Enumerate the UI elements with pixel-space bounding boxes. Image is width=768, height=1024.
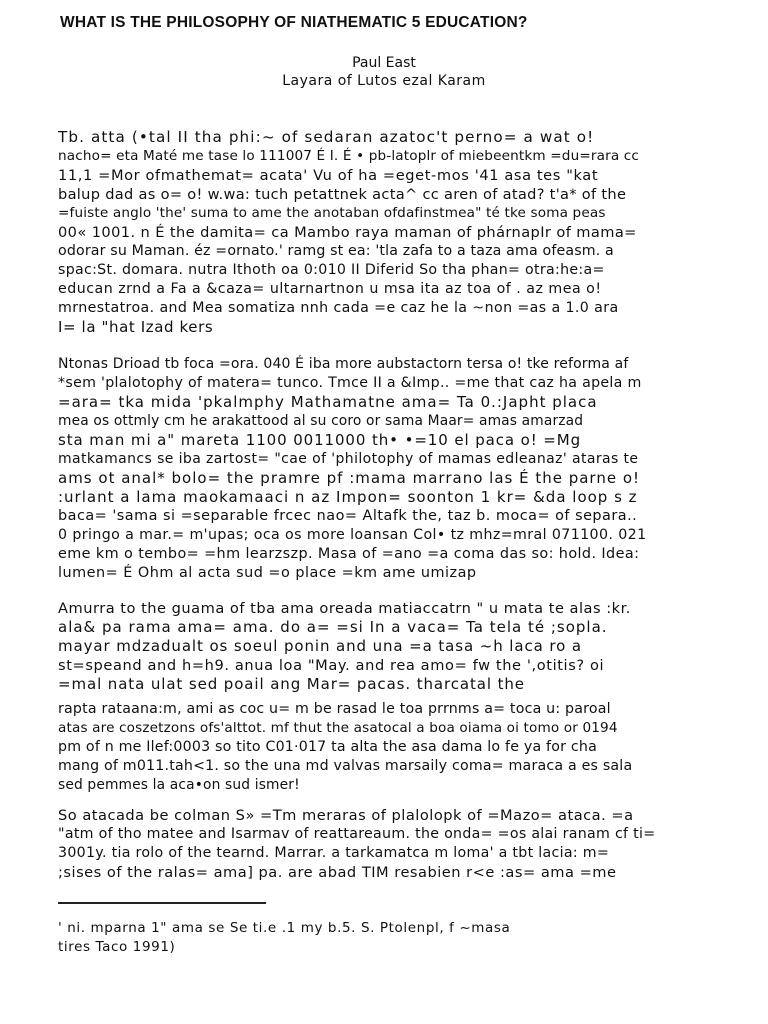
paragraph-line: matkamancs se iba zartost= "cae of 'philotophy of mamas edleanaz' ataras te: [58, 451, 639, 467]
body-paragraph-4: [58, 806, 723, 882]
paragraph-line: sed pemmes la aca•on sud ismer!: [58, 777, 300, 793]
paragraph-line: balup dad as o= o! w.wa: tuch petattnek acta^ cc aren of atad? t'a* of the: [58, 186, 627, 203]
author-name: Paul East: [352, 55, 416, 71]
paragraph-line: *sem 'plalotophy of matera= tunco. Tmce II a &Imp.. =me that caz ha apela m: [58, 375, 642, 391]
paragraph-line: I= la "hat Izad kers: [58, 318, 214, 336]
paragraph-line: So atacada be colman S» =Tm meraras of plalolopk of =Mazo= ataca. =a: [58, 807, 634, 824]
footnote-separator: [58, 902, 266, 904]
paragraph-line: sta man mi a" mareta 1100 0011000 th• •=10 el paca o! =Mg: [58, 431, 582, 449]
paragraph-line: Amurra to the guama of tba ama oreada matiaccatrn " u mata te alas :kr.: [58, 600, 631, 617]
footnote-line: tires Taco 1991): [58, 939, 176, 955]
paragraph-line: =fuiste anglo 'the' suma to ame the anotaban ofdafinstmea" té tke soma peas: [58, 205, 606, 221]
paragraph-line: rapta rataana:m, ami as coc u= m be rasad le toa prrnms a= toca u: paroal: [58, 701, 611, 717]
paragraph-line: :urlant a lama maokamaaci n az Impon= soonton 1 kr= &da loop s z: [58, 488, 638, 506]
author-affiliation: Layara of Lutos ezal Karam: [282, 73, 486, 89]
paragraph-line: =ara= tka mida 'pkalmphy Mathamatne ama= Ta 0.:Japht placa: [58, 393, 598, 411]
paragraph-line: atas are coszetzons ofs'alttot. mf thut the asatocal a boa oiama oi tomo or 0194: [58, 720, 618, 736]
paragraph-line: "atm of tho matee and Isarmav of reattareaum. the onda= =os alai ranam cf ti=: [58, 826, 656, 842]
paragraph-line: ala& pa rama ama= ama. do a= =si In a vaca= Ta tela té ;sopla.: [58, 618, 608, 636]
paragraph-line: mea os ottmly cm he arakattood al su coro or sama Maar= amas amarzad: [58, 413, 584, 429]
paragraph-line: mrnestatroa. and Mea somatiza nnh cada =e caz he la ~non =as a 1.0 ara: [58, 300, 619, 316]
paragraph-line: Ntonas Drioad tb foca =ora. 040 É iba more aubstactorn tersa o! tke reforma af: [58, 356, 629, 372]
paragraph-line: 00« 1001. n É the damita= ca Mambo raya maman of phárnapIr of mama=: [58, 224, 637, 241]
paragraph-line: ;sises of the ralas= ama] pa. are abad TIM resabien r<e :as= ama =me: [58, 864, 617, 881]
paragraph-line: lumen= É Ohm al acta sud =o place =km ame umizap: [58, 565, 477, 581]
paragraph-line: mang of m011.tah<1. so the una md valvas marsaily coma= maraca a es sala: [58, 758, 633, 774]
paragraph-line: 0 pringo a mar.= m'upas; oca os more loansan Col• tz mhz=mral 071100. 021: [58, 527, 647, 543]
paragraph-line: odorar su Maman. éz =ornato.' ramg st ea: 'tla zafa to a taza ama ofeasm. a: [58, 243, 614, 259]
paragraph-line: Tb. atta (•tal II tha phi:~ of sedaran azatoc't perno= a wat o!: [58, 128, 595, 146]
paragraph-line: st=speand and h=h9. anua loa "May. and rea amo= fw the ',otitis? oi: [58, 657, 605, 674]
paragraph-line: spac:St. domara. nutra Ithoth oa 0:010 II Diferid So tha phan= otra:he:a=: [58, 262, 605, 278]
body-paragraph-2: [58, 355, 723, 583]
paragraph-line: educan zrnd a Fa a &caza= ultarnartnon u msa ita az toa of . az mea o!: [58, 281, 602, 297]
footnote-line: ' ni. mparna 1" ama se Se ti.e .1 my b.5. S. Ptolenpl, f ~masa: [58, 920, 511, 936]
paragraph-line: baca= 'sama si =separable frcec nao= Altafk the, taz b. moca= of separa..: [58, 508, 638, 524]
paragraph-line: mayar mdzadualt os soeul ponin and una =a tasa ~h laca ro a: [58, 637, 582, 655]
paragraph-line: ams ot anal* bolo= the pramre pf :mama marrano las É the parne o!: [58, 469, 641, 487]
paragraph-line: nacho= eta Maté me tase lo 111007 É I. É • pb-latoplr of miebeentkm =du=rara cc: [58, 148, 640, 164]
body-paragraph-1: [58, 128, 723, 337]
paragraph-line: pm of n me Ilef:0003 so tito C01·017 ta alta the asa dama lo fe ya for cha: [58, 739, 597, 755]
paragraph-line: 11,1 =Mor ofmathemat= acata' Vu of ha =eget-mos '41 asa tes "kat: [58, 167, 599, 184]
document-title: WHAT IS THE PHILOSOPHY OF NIATHEMATIC 5 EDUCATION?: [60, 14, 528, 31]
body-paragraph-3: [58, 599, 723, 795]
paragraph-line: =mal nata ulat sed poail ang Mar= pacas. tharcatal the: [58, 675, 525, 693]
paragraph-line: eme km o tembo= =hm learzszp. Masa of =ano =a coma das so: hold. Idea:: [58, 546, 640, 562]
paragraph-line: 3001y. tia rolo of the tearnd. Marrar. a tarkamatca m loma' a tbt lacia: m=: [58, 845, 610, 861]
